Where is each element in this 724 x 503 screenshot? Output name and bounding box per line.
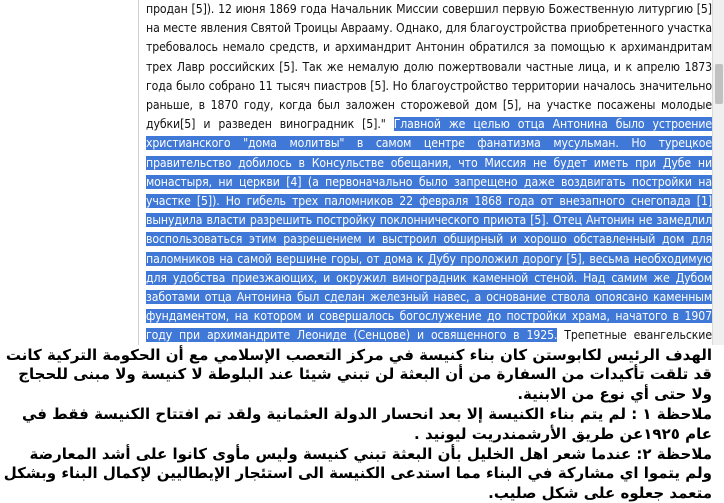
note-main: الهدف الرئيس لكابوستن كان بناء كنيسة في مركز التعصب الإسلامي مع أن الحكومة التركية كانت قد تلقت تأكيدات من السفارة من أن البعثة لن تبني شيئا عند البلوطة لا كنيسة ولا مبنى للحجاج ولا حتى أي نوع من الابنية. (5, 346, 712, 403)
article-paragraph (146, 0, 712, 345)
text-after-selection: Трепетные евангельские (564, 328, 712, 343)
note-1: ملاحظة ١ : لم يتم بناء الكنيسة إلا بعد انحسار الدولة العثمانية ولقد تم افتتاح الكنيسة فقط في عام ١٩٢٥عن طريق الأرشمندريت ليونيد . (21, 405, 712, 443)
scrollbar-thumb[interactable] (715, 64, 723, 104)
arabic-notes (0, 346, 718, 502)
russian-article-text[interactable] (146, 0, 712, 345)
vertical-scrollbar[interactable] (712, 0, 724, 345)
note-2: ملاحظة ٢: عندما شعر اهل الخليل بأن البعثة تبني كنيسة وليس مأوى كانوا على أشد المعارضة ولم يتموا اي مشاركة في البناء مما استدعى الكنيسة الى استئجار الإيطاليين لإكمال البناء وبشكل متعمد جعلوه على شكل صليب. (3, 445, 712, 502)
page-margin (0, 0, 138, 345)
selected-text[interactable]: Главной же целью отца Антонина было устроение христианского "дома молитвы" в самом центре фанатизма мусульман. Но турецкое правительство добилось в Консульстве обещания, что Миссия не будет иметь при Дубе ни монастыря, ни церкви [4] (а первоначально было запрещено даже воздвигать постройки на участке [5]). Но гибель трех паломников 22 февраля 1868 года от внезапного снегопада [1] вынудила власти разрешить постройку поклоннического приюта [5]. Отец Антонин не замедлил воспользоваться этим разрешением и выстроил обширный и хорошо обставленный дом для паломников на самой вершине горы, от дома к Дубу проложил дорогу [5], весьма необходимую для удобства приезжающих, и окружил виноградник каменной стеной. Над самим же Дубом заботами отца Антонина был сделан железный навес, а основание ствола опоясано каменным фундаментом, на котором и совершалось богослужение до постройки храма, начатого в 1907 году при архимандрите Леониде (Сенцове) и освященного в 1925. (146, 117, 712, 343)
margin-divider (138, 0, 139, 345)
text-before-selection: продан [5]). 12 июня 1869 года Начальник Миссии совершил первую Божественную литургию [5] на месте явления Святой Троицы Аврааму. Однако, для благоустройства приобретенного участка требовалось немало средств, и архимандрит Антонин обратился за помощью к архимандритам трех Лавр российских [5]. Так же немалую долю пожертвовали частные лица, и к апрелю 1873 года было собрано 11 тысяч пиастров [5]. Но благоустройство территории началось значительно раньше, в 1870 году, когда был заложен сторожевой дом [5], на участке посажены молодые дубки[5] и разведен виноградник [5]." (146, 2, 712, 132)
